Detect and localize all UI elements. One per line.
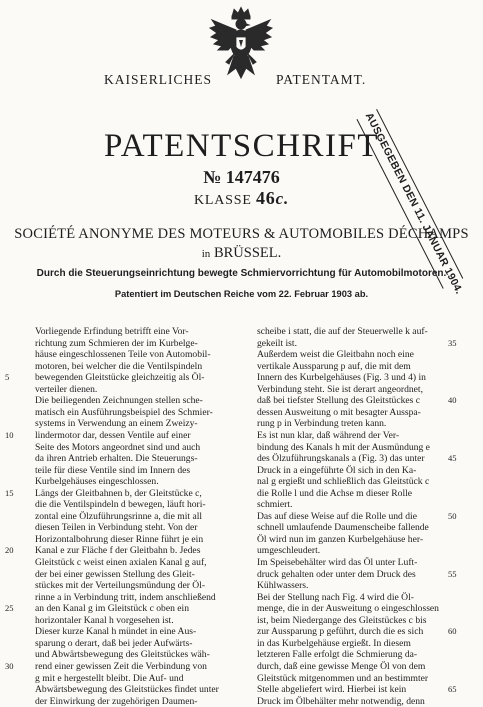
- text-line: Druck in a eingeführte Öl sich in den Ka-: [257, 464, 417, 476]
- text-line: der Einwirkung der zugehörigen Daumen-: [35, 695, 198, 707]
- text-line: Horizontalbohrung dieser Rinne führt je ein: [35, 533, 204, 545]
- text-line: Abwärtsbewegung des Gleitstückes findet unter: [35, 684, 219, 696]
- text-line: lindermotor dar, dessen Ventile auf einer: [35, 429, 191, 441]
- line-number-right: 60: [448, 626, 457, 637]
- text-line: richtung zum Schmieren der im Kurbelge-: [35, 337, 198, 349]
- line-number-left: 10: [5, 429, 14, 440]
- text-line: und Abwärtsbewegung des Gleitstückes wäh-: [35, 649, 210, 661]
- text-line: horizontaler Kanal h vorgesehen ist.: [35, 614, 174, 626]
- header-right-text: PATENTAMT.: [276, 72, 367, 87]
- text-line: rinne a in Verbindung tritt, indem anschließend: [35, 591, 216, 603]
- text-line: Gleitstück c weist einen axialen Kanal g auf,: [35, 557, 207, 568]
- text-line: schmiert.: [257, 499, 293, 511]
- line-number-right: 45: [448, 453, 457, 464]
- text-line: des Ölzuführungskanals a (Fig. 3) das unter: [257, 453, 425, 465]
- text-line: matisch ein Ausführungsbeispiel des Schmier-: [35, 406, 213, 418]
- text-line: nal g ergießt und schließlich das Gleitstück c: [257, 476, 430, 488]
- line-number-right: 65: [448, 684, 457, 695]
- text-line: Bei der Stellung nach Fig. 4 wird die Öl-: [257, 591, 414, 603]
- text-line: Dieser kurze Kanal h mündet in eine Aus-: [35, 626, 197, 638]
- class-label: KLASSE: [193, 193, 252, 208]
- header-left-text: KAISERLICHES: [104, 72, 213, 87]
- text-line: gekeilt ist.: [257, 337, 297, 349]
- line-number-right: 40: [448, 395, 457, 406]
- publication-stamp: AUSGEGEBEN DEN 11. JANUAR 1904.: [357, 109, 464, 289]
- text-line: sparung o derart, daß bei jeder Aufwärts-: [35, 637, 193, 649]
- text-line: schnell umlaufende Daumenscheibe fallende: [257, 522, 429, 534]
- text-line: letzteren Falle erfolgt die Schmierung da-: [257, 649, 418, 661]
- applicant-name: SOCIÉTÉ ANONYME DES MOTEURS & AUTOMOBILES DÉCHAMPS: [14, 226, 469, 242]
- text-line: Kurbelgehäuses eingeschlossen.: [35, 476, 159, 488]
- city-prefix: in: [201, 248, 211, 260]
- text-line: verteiler dienen.: [35, 383, 98, 395]
- text-line: Die beiliegenden Zeichnungen stellen sche-: [35, 395, 203, 407]
- text-line: durch, daß eine gewisse Menge Öl von dem: [257, 660, 426, 672]
- text-line: Stelle abgeliefert wird. Hierbei ist kein: [257, 684, 407, 696]
- line-number-right: 35: [448, 337, 457, 348]
- line-number-left: 15: [5, 487, 14, 498]
- line-number-right: 50: [448, 510, 457, 521]
- line-number-left: 5: [5, 372, 10, 383]
- text-line: umgeschleudert.: [257, 545, 321, 557]
- text-line: dessen Ausweitung o mit besagter Ausspa-: [257, 406, 421, 418]
- document-title: PATENTSCHRIFT: [103, 128, 379, 164]
- text-line: Innern des Kurbelgehäuses (Fig. 3 und 4) in: [257, 372, 426, 384]
- text-line: vertikale Aussparung p auf, die mit dem: [257, 360, 411, 372]
- text-line: systems in Verwendung an einem Zweizy-: [35, 418, 198, 430]
- text-line: in das Kurbelgehäuse ergießt. In diesem: [257, 637, 411, 649]
- text-line: bewegenden Gleitstücke gleichzeitig als Öl-: [35, 372, 205, 384]
- text-line: an den Kanal g im Gleitstück c oben ein: [35, 603, 189, 615]
- text-line: stückes mit der Verteilungsmündung der Öl-: [35, 580, 206, 592]
- text-line: Seite des Motors angeordnet sind und auch: [35, 441, 201, 453]
- text-line: Das auf diese Weise auf die Rolle und die: [257, 510, 417, 522]
- city-name: BRÜSSEL.: [213, 245, 282, 261]
- line-number-right: 55: [448, 568, 457, 579]
- text-line: da ihren Antrieb erhalten. Die Steuerungs-: [35, 453, 198, 465]
- line-number-left: 20: [5, 545, 14, 556]
- text-line: bindung des Kanals h mit der Ausmündung e: [257, 441, 430, 453]
- text-line: Kanal e zur Fläche f der Gleitbahn b. Jedes: [35, 545, 201, 557]
- text-line: häuse eingeschlossenen Teile von Automobil-: [35, 349, 211, 361]
- text-line: daß bei tiefster Stellung des Gleitstückes c: [257, 395, 421, 407]
- text-line: g mit e hergestellt bleibt. Die Auf- und: [35, 672, 184, 684]
- patent-date-line: Patentiert im Deutschen Reiche vom 22. Februar 1903 ab.: [114, 289, 369, 299]
- applicant-city: [0, 245, 483, 262]
- patent-number: № 147476: [203, 167, 280, 187]
- text-line: scheibe i statt, die auf der Steuerwelle k auf-: [257, 326, 428, 337]
- text-line: Im Speisebehälter wird das Öl unter Luft-: [257, 557, 418, 568]
- invention-title: Durch die Steuerungseinrichtung bewegte Schmiervorrichtung für Automobilmotoren.: [36, 268, 447, 279]
- text-line: diesen Teilen in Verbindung steht. Von der: [35, 522, 198, 534]
- imperial-eagle-icon: [208, 6, 274, 88]
- text-line: die die Ventilspindeln d bewegen, läuft hori-: [35, 499, 206, 511]
- text-line: Druck im Ölbehälter mehr notwendig, denn: [257, 695, 425, 707]
- line-number-left: 30: [5, 660, 14, 671]
- text-line: Kühlwassers.: [257, 580, 309, 592]
- text-line: rend einer gewissen Zeit die Verbindung von: [35, 660, 207, 672]
- text-line: Gleitstück mitgenommen und an bestimmter: [257, 672, 429, 684]
- text-line: menge, die in der Ausweitung o eingeschlossen: [257, 603, 439, 615]
- text-line: zontal eine Ölzuführungsrinne a, die mit all: [35, 510, 203, 522]
- line-number-left: 25: [5, 603, 14, 614]
- text-line: Längs der Gleitbahnen b, der Gleitstücke c,: [35, 487, 202, 499]
- text-line: Es ist nun klar, daß während der Ver-: [257, 429, 400, 441]
- text-line: Öl wird nun im ganzen Kurbelgehäuse her-: [257, 533, 424, 545]
- text-line: Außerdem weist die Gleitbahn noch eine: [257, 349, 414, 361]
- text-line: Verbindung steht. Sie ist derart angeordnet,: [257, 383, 423, 395]
- text-line: rung p in Verbindung treten kann.: [257, 418, 387, 430]
- text-line: ist, beim Niedergange des Gleitstückes c bis: [257, 614, 427, 626]
- patent-class: [0, 188, 483, 209]
- text-line: die Rolle l und die Achse m dieser Rolle: [257, 487, 413, 499]
- text-line: Vorliegende Erfindung betrifft eine Vor-: [35, 326, 189, 337]
- text-line: zur Aussparung p geführt, durch die es sich: [257, 626, 424, 638]
- class-letter: c.: [275, 189, 290, 208]
- text-line: druck gehalten oder unter dem Druck des: [257, 568, 416, 580]
- text-line: motoren, bei welcher die die Ventilspindeln: [35, 360, 203, 372]
- text-line: teile für diese Ventile sind im Innern des: [35, 464, 191, 476]
- class-number: 46: [256, 188, 276, 208]
- text-line: der bei einer gewissen Stellung des Gleit-: [35, 568, 195, 580]
